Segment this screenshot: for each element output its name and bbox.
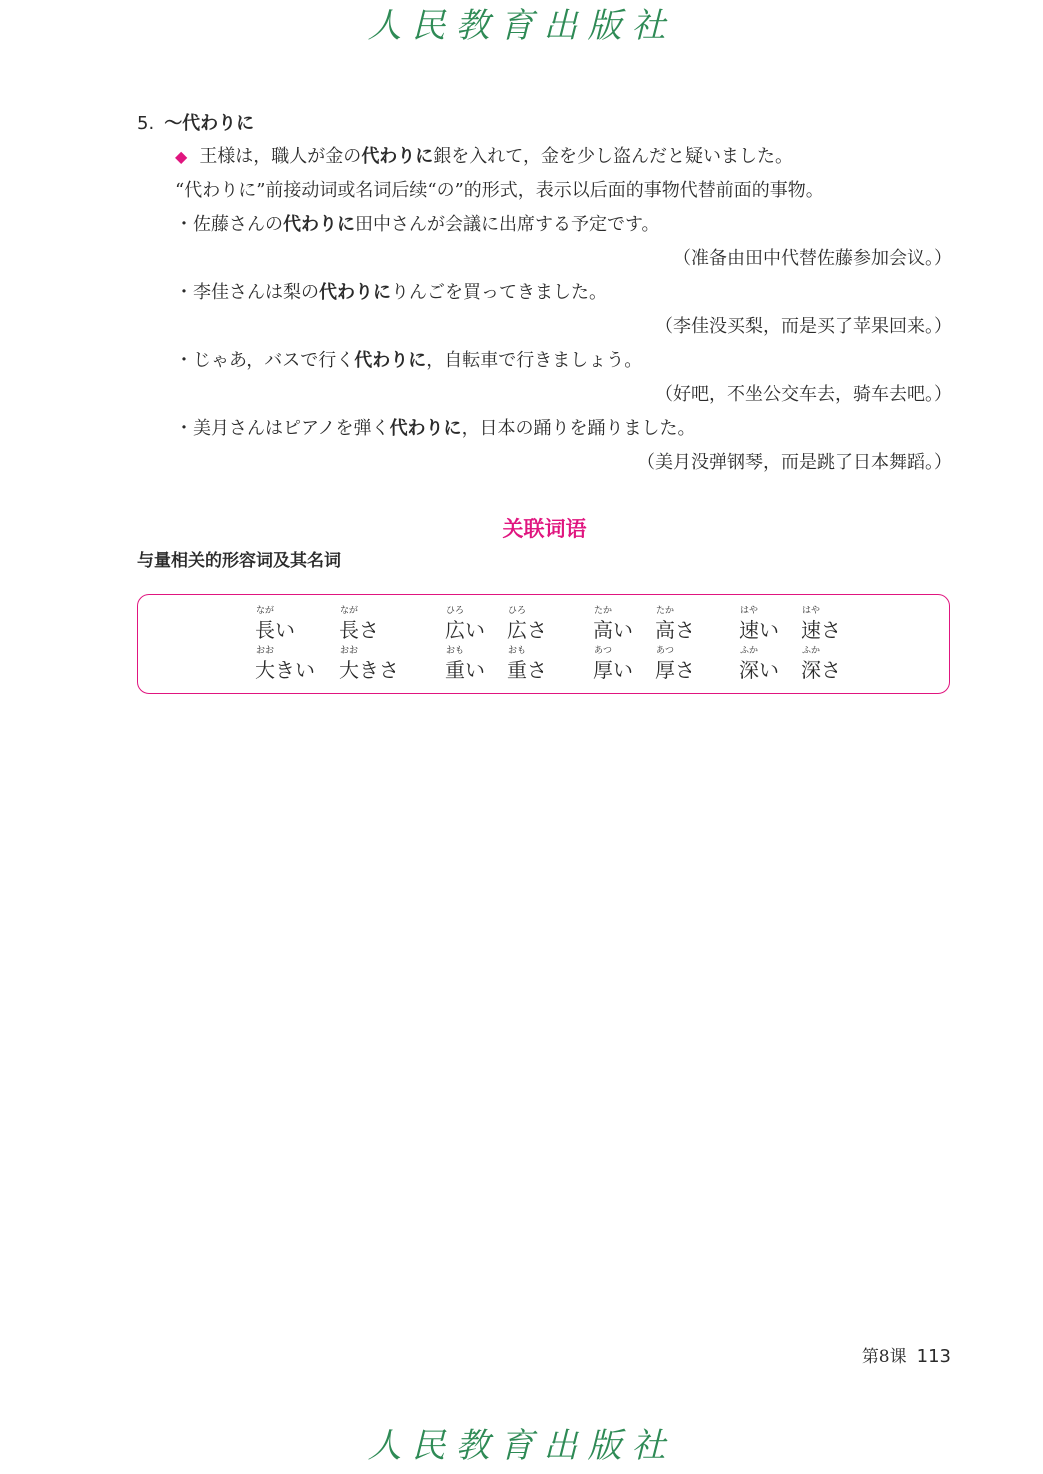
vocab-item bbox=[445, 645, 507, 685]
vocab-item bbox=[739, 645, 801, 685]
furigana: あつ bbox=[594, 646, 613, 656]
vocab-word: 大きさ bbox=[339, 658, 399, 682]
vocab-word: 重い bbox=[445, 658, 485, 682]
translation: （准备由田中代替佐藤参加会议。） bbox=[673, 248, 952, 269]
keyword: 代わりに bbox=[389, 418, 462, 439]
vocab-word: 長さ bbox=[339, 618, 379, 642]
furigana: なが bbox=[256, 606, 275, 616]
translation: （李佳没买梨，而是买了苹果回来。） bbox=[655, 316, 952, 337]
vocab-item bbox=[255, 605, 339, 645]
furigana: たか bbox=[656, 606, 675, 616]
furigana: ふか bbox=[740, 646, 759, 656]
vocab-item bbox=[339, 645, 445, 685]
example-sentence: ・美月さんはピアノを弾く代わりに，日本の踊りを踊りました。 bbox=[175, 418, 696, 439]
explanation-text: “代わりに”前接动词或名词后续“の”的形式，表示以后面的事物代替前面的事物。 bbox=[175, 180, 824, 201]
vocab-word: 厚い bbox=[593, 658, 633, 682]
vocab-word: 速さ bbox=[801, 618, 841, 642]
keyword: 代わりに bbox=[319, 282, 391, 303]
translation: （美月没弹钢琴，而是跳了日本舞蹈。） bbox=[637, 452, 952, 473]
vocab-item bbox=[507, 645, 593, 685]
vocab-item bbox=[739, 605, 801, 645]
section-heading bbox=[137, 108, 952, 140]
vocab-item bbox=[655, 645, 739, 685]
example-sentence: ◆ 王様は，職人が金の代わりに銀を入れて，金を少し盗んだと疑いました。 bbox=[175, 146, 793, 167]
keyword: 代わりに bbox=[361, 146, 434, 167]
vocab-item bbox=[593, 645, 655, 685]
publisher-logo-bottom: 人民教育出版社 bbox=[367, 1426, 676, 1466]
vocab-item bbox=[655, 605, 739, 645]
page-number: 113 bbox=[916, 1346, 951, 1367]
page-footer bbox=[862, 1342, 951, 1367]
vocab-word: 速い bbox=[739, 618, 779, 642]
vocab-word: 大きい bbox=[255, 658, 315, 682]
furigana: ひろ bbox=[508, 606, 527, 616]
vocab-item bbox=[507, 605, 593, 645]
vocab-word: 長い bbox=[255, 618, 295, 642]
vocab-word: 重さ bbox=[507, 658, 547, 682]
vocab-word: 高い bbox=[593, 618, 633, 642]
vocab-item bbox=[445, 605, 507, 645]
vocab-word: 厚さ bbox=[655, 658, 695, 682]
furigana: はや bbox=[802, 606, 821, 616]
vocab-item bbox=[801, 605, 881, 645]
main-content bbox=[137, 108, 952, 694]
furigana: ふか bbox=[802, 646, 821, 656]
section-title: ～代わりに bbox=[164, 113, 255, 134]
vocab-item bbox=[255, 645, 339, 685]
example-sentence: ・李佳さんは梨の代わりにりんごを買ってきました。 bbox=[175, 282, 607, 303]
vocab-word: 広い bbox=[445, 618, 485, 642]
vocab-item bbox=[801, 645, 881, 685]
example-sentence: ・佐藤さんの代わりに田中さんが会議に出席する予定です。 bbox=[175, 214, 660, 235]
diamond-bullet-icon: ◆ bbox=[175, 147, 188, 166]
furigana: おお bbox=[340, 646, 359, 656]
vocab-word: 高さ bbox=[655, 618, 695, 642]
furigana: はや bbox=[740, 606, 759, 616]
lesson-label: 第8课 bbox=[861, 1347, 907, 1367]
keyword: 代わりに bbox=[283, 214, 355, 235]
related-words-title: 关联词语 bbox=[502, 517, 587, 541]
furigana: なが bbox=[340, 606, 359, 616]
example-sentence-list bbox=[137, 208, 952, 480]
related-words-subtitle: 与量相关的形容词及其名词 bbox=[137, 551, 341, 571]
keyword: 代わりに bbox=[354, 350, 427, 371]
translation: （好吧，不坐公交车去，骑车去吧。） bbox=[655, 384, 952, 405]
vocab-word: 深い bbox=[739, 658, 779, 682]
vocabulary-grid bbox=[255, 605, 881, 685]
publisher-logo-top: 人民教育出版社 bbox=[367, 6, 676, 46]
section-number: 5. bbox=[137, 113, 155, 134]
vocab-item bbox=[339, 605, 445, 645]
furigana: あつ bbox=[656, 646, 675, 656]
vocabulary-box bbox=[137, 594, 950, 694]
vocab-word: 深さ bbox=[801, 658, 841, 682]
vocab-word: 広さ bbox=[507, 618, 547, 642]
furigana: おも bbox=[446, 646, 465, 656]
furigana: ひろ bbox=[446, 606, 465, 616]
vocab-item bbox=[593, 605, 655, 645]
furigana: おお bbox=[256, 646, 275, 656]
furigana: おも bbox=[508, 646, 527, 656]
example-sentence: ・じゃあ，バスで行く代わりに，自転車で行きましょう。 bbox=[175, 350, 643, 371]
furigana: たか bbox=[594, 606, 613, 616]
